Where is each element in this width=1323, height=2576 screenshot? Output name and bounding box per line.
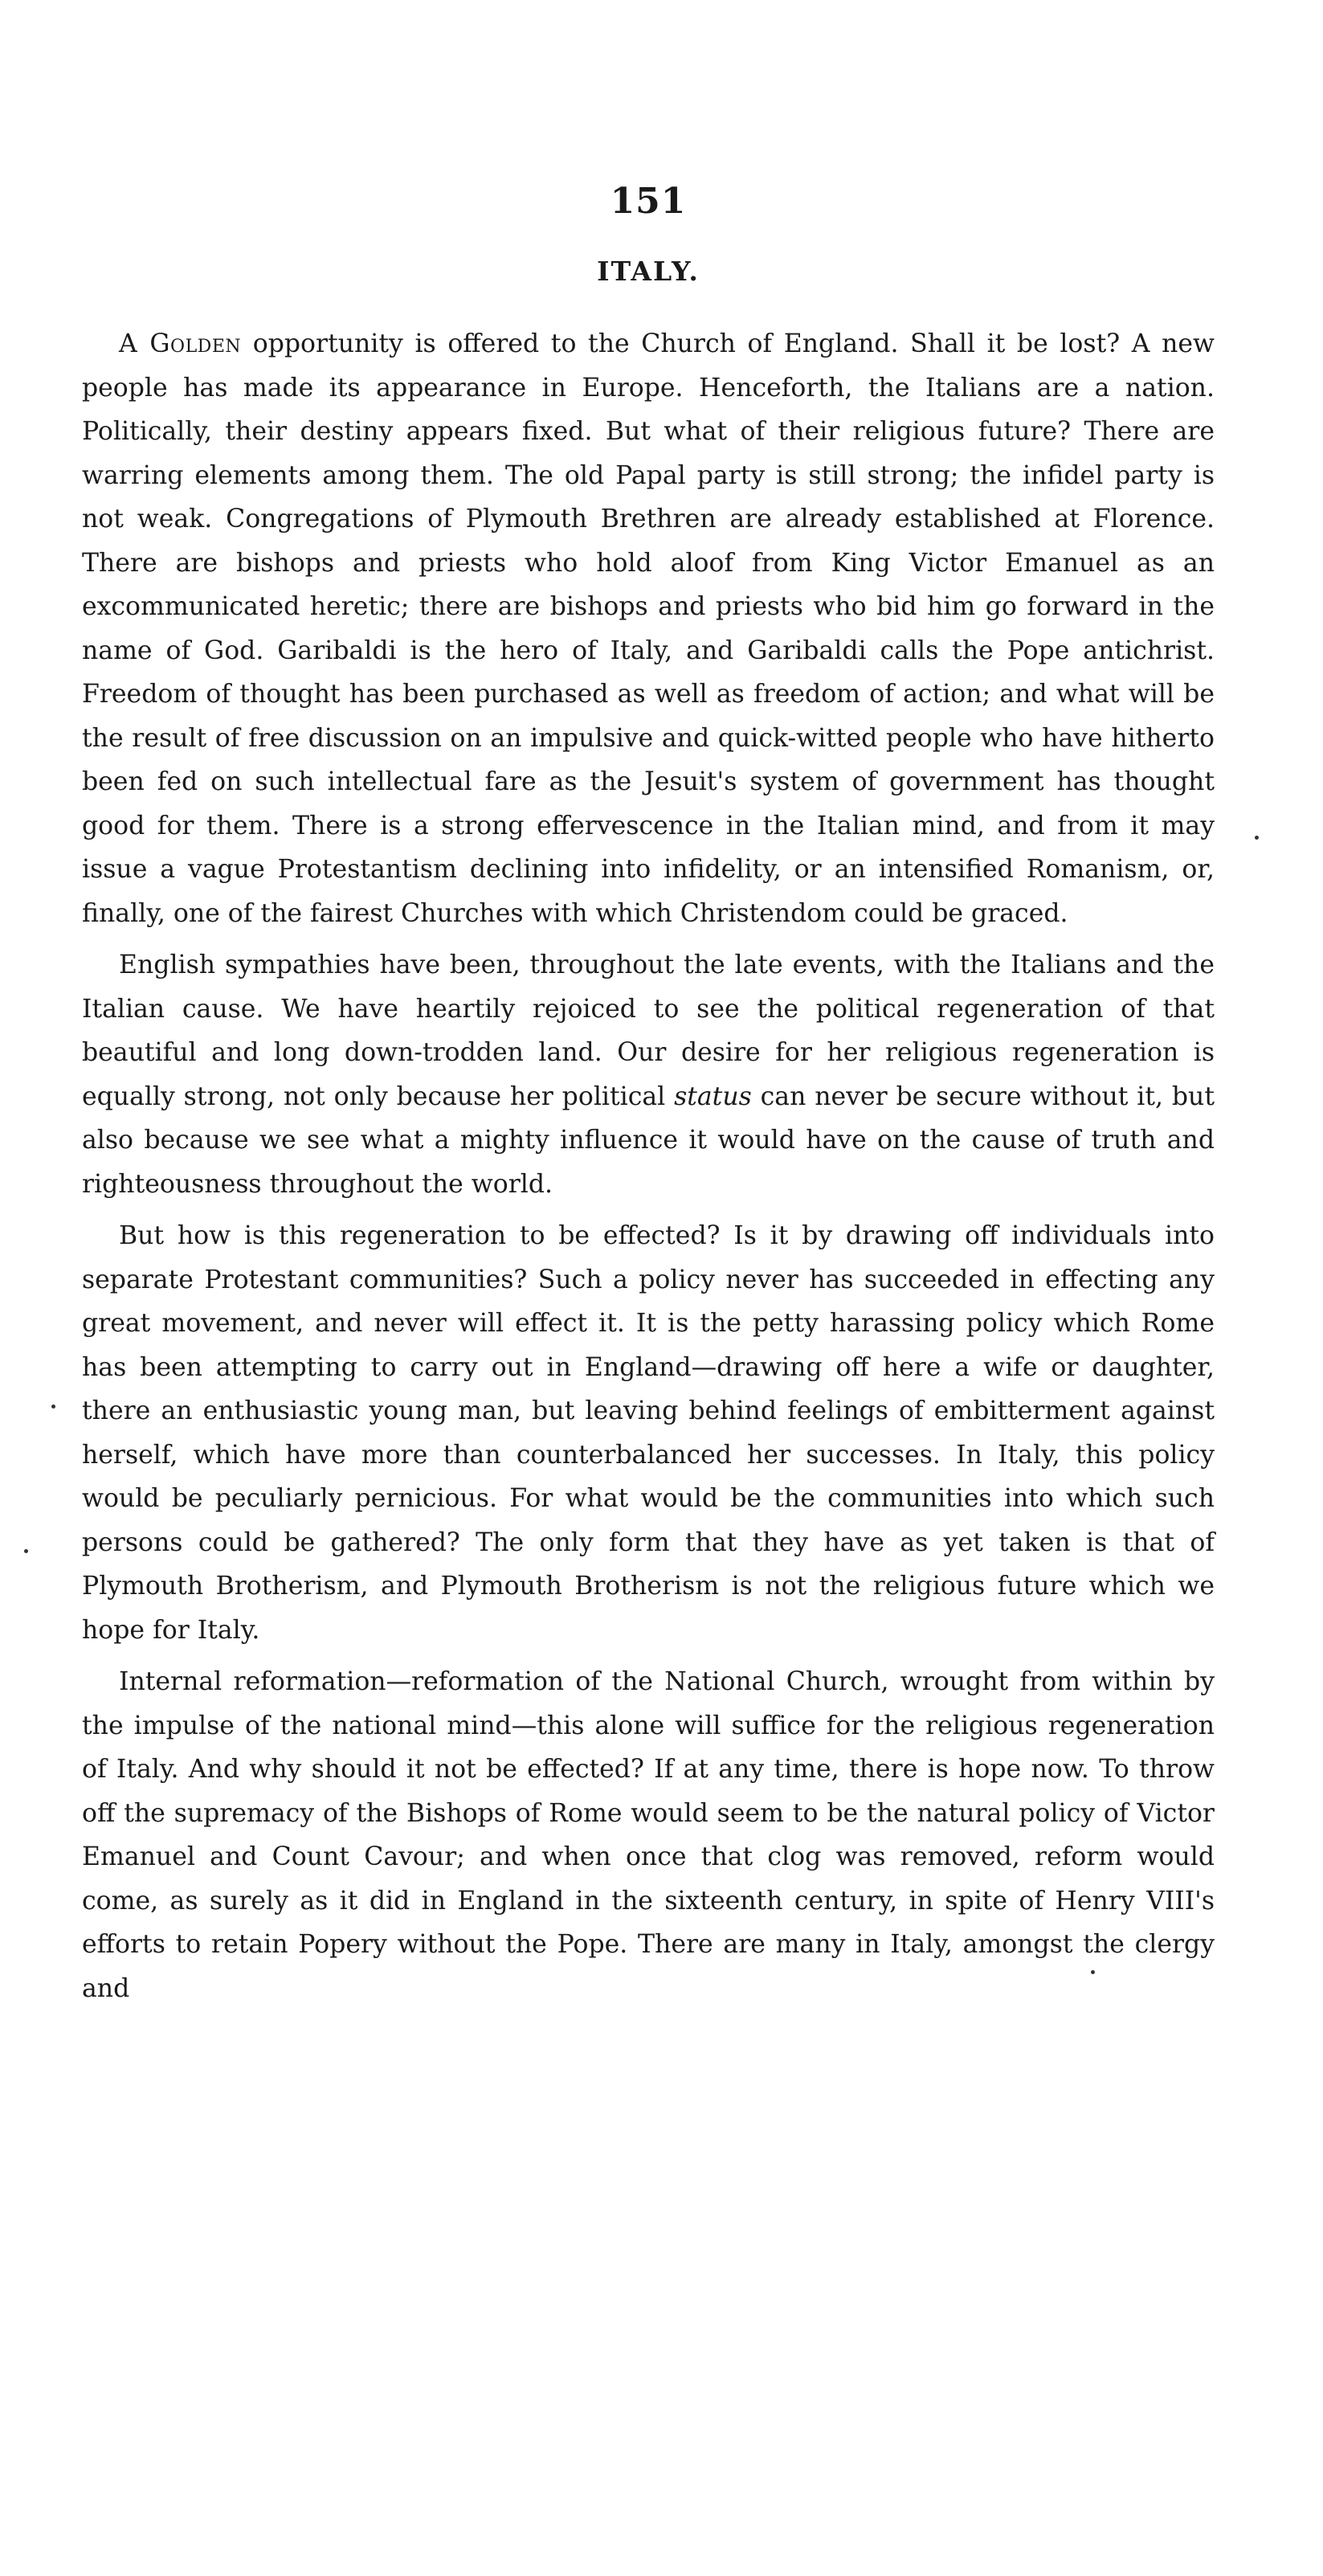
paragraph-4-text: Internal reformation—reformation of the National Church, wrought from within by the impulse of the national mind—this alone will suffice for the religious regeneration of Italy. And why should it not be effected? If at any time, there is hope now. To throw off the supremacy of the Bishops of Rome would seem to be the natural policy of Victor Emanuel and Count Cavour; and when once that clog was removed, reform would come, as surely as it did in England in the sixteenth century, in spite of Henry VIII's efforts to retain Popery without the Pope. There are many in Italy, amongst the clergy and	[82, 1667, 1215, 2003]
paragraph-1	[82, 322, 1215, 935]
paragraph-1-lead: A Golden	[119, 329, 242, 358]
paragraph-2-text-before: English sympathies have been, throughout the late events, with the Italians and the Italian cause. We have heartily rejoiced to see the political regeneration of that beautiful and long down-trodden land. Our desire for her religious regeneration is equally strong, not only because her political	[82, 951, 1215, 1111]
page-number: 151	[610, 181, 687, 222]
article-title: ITALY.	[597, 256, 700, 287]
scan-speck	[24, 1549, 28, 1553]
document-page	[82, 181, 1215, 2018]
scan-speck	[1255, 836, 1259, 840]
paragraph-4	[82, 1660, 1215, 2010]
scan-speck	[51, 1405, 55, 1409]
paragraph-1-text: opportunity is offered to the Church of England. Shall it be lost? A new people has made its appearance in Europe. Henceforth, the Italians are a nation. Politically, their destiny appears fixed. But what of their religious future? There are warring elements among them. The old Papal party is still strong; the infidel party is not weak. Congregations of Plymouth Brethren are already established at Florence. There are bishops and priests who hold aloof from King Victor Emanuel as an excommunicated heretic; there are bishops and priests who bid him go forward in the name of God. Garibaldi is the hero of Italy, and Garibaldi calls the Pope antichrist. Freedom of thought has been purchased as well as freedom of action; and what will be the result of free discussion on an impulsive and quick-witted people who have hitherto been fed on such intellectual fare as the Jesuit's system of government has thought good for them. There is a strong effervescence in the Italian mind, and from it may issue a vague Protestantism declining into infidelity, or an intensified Romanism, or, finally, one of the fairest Churches with which Christendom could be graced.	[82, 329, 1215, 928]
scan-speck	[1091, 1970, 1095, 1974]
paragraph-2	[82, 943, 1215, 1206]
paragraph-2-italic: status	[674, 1082, 752, 1111]
paragraph-3-text: But how is this regeneration to be effected? Is it by drawing off individuals into separate Protestant communities? Such a policy never has succeeded in effecting any great movement, and never will effect it. It is the petty harassing policy which Rome has been attempting to carry out in England—drawing off here a wife or daughter, there an enthusiastic young man, but leaving behind feelings of embitterment against herself, which have more than counterbalanced her successes. In Italy, this policy would be peculiarly pernicious. For what would be the communities into which such persons could be gathered? The only form that they have as yet taken is that of Plymouth Brotherism, and Plymouth Brotherism is not the religious future which we hope for Italy.	[82, 1221, 1215, 1645]
paragraph-3	[82, 1214, 1215, 1652]
paragraph-2-text-after: can never be secure without it, but also because we see what a mighty influence it would have on the cause of truth and righteousness throughout the world.	[82, 1082, 1215, 1199]
